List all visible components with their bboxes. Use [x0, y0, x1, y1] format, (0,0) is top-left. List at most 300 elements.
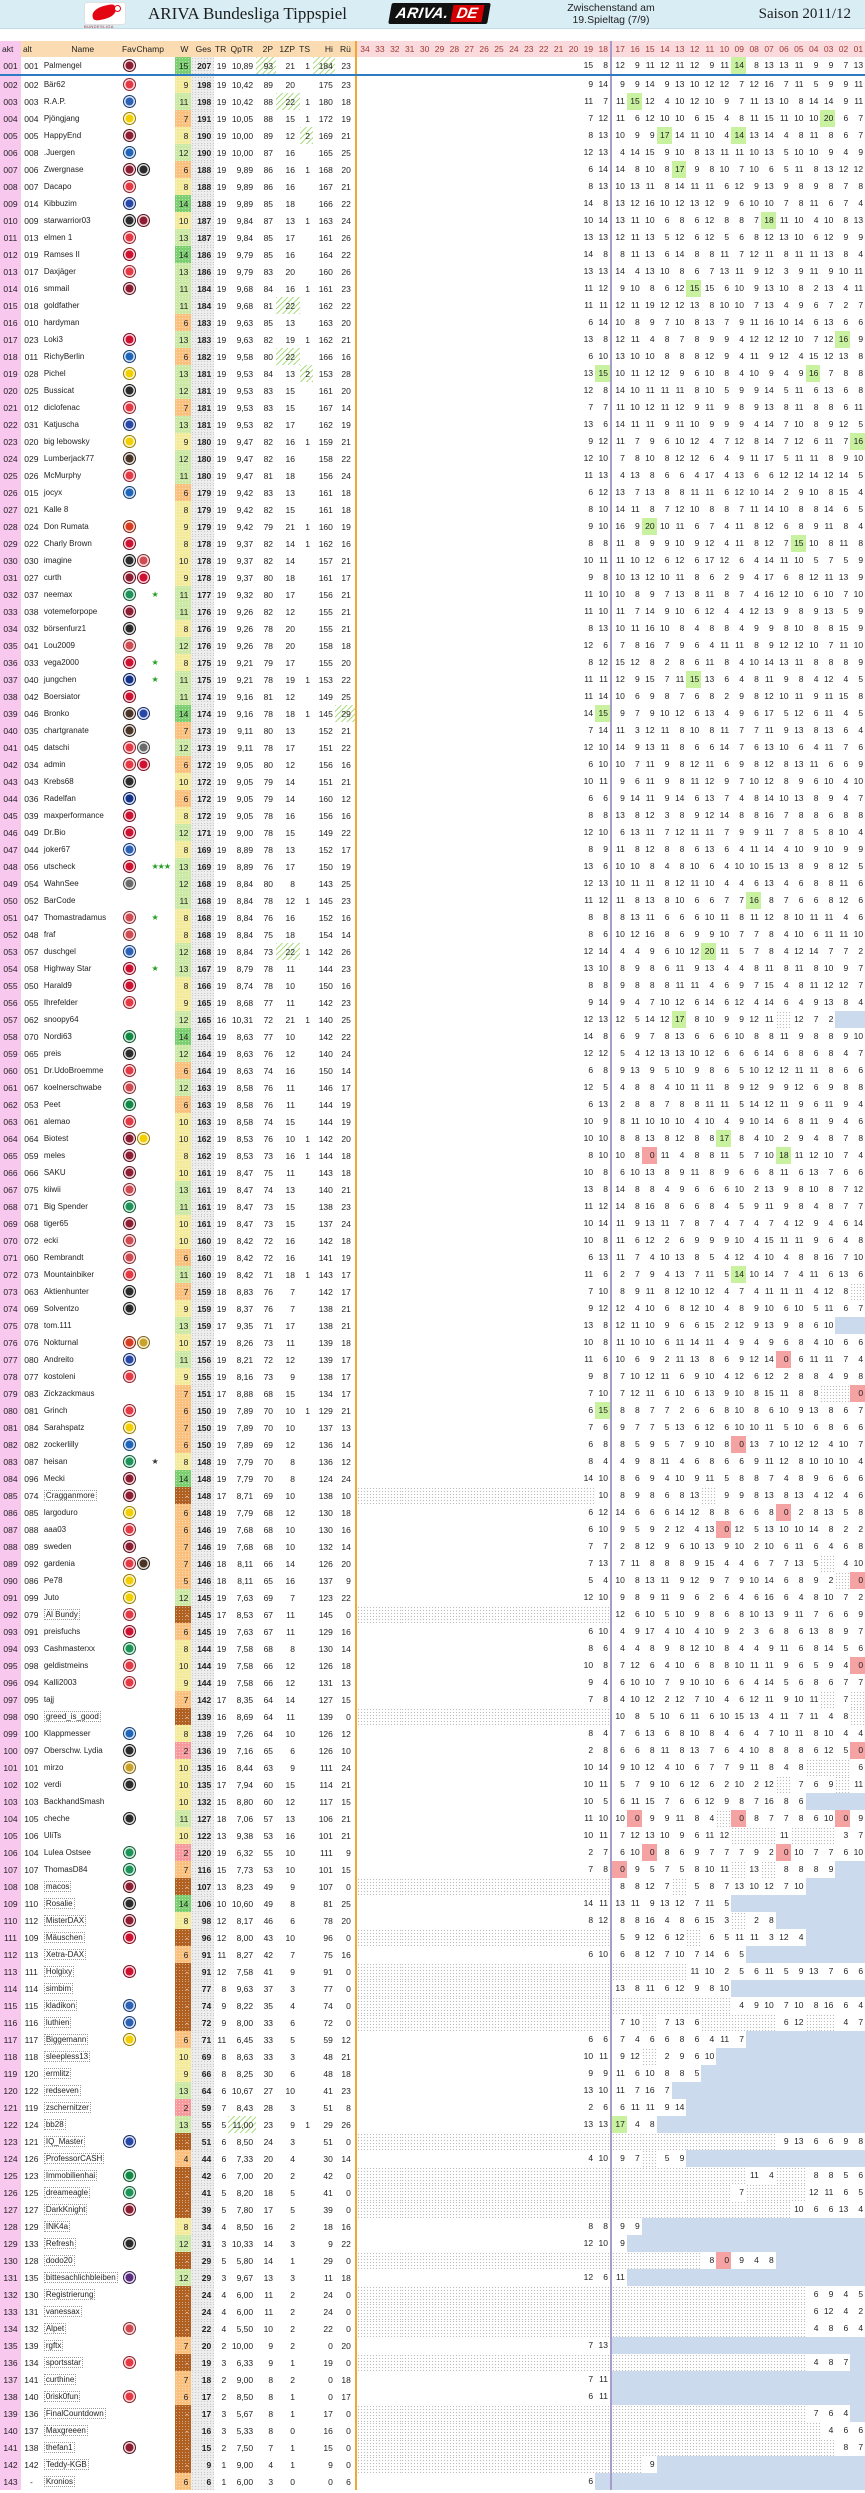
- player-name-cell: [42, 416, 122, 433]
- matchday-score: 13: [808, 1626, 819, 1636]
- matchday-score: [431, 1266, 446, 1283]
- rank-current: 083: [0, 1453, 21, 1470]
- player-name[interactable]: aaa03: [43, 1525, 67, 1534]
- matchday-score: 8: [649, 657, 655, 667]
- player-name[interactable]: jocyx: [43, 488, 63, 497]
- bonus-point-count: 12: [285, 1354, 295, 1365]
- player-name[interactable]: Ihrefelder: [43, 998, 78, 1007]
- weekly-points: 12: [175, 1011, 191, 1028]
- matchday-score: 12: [660, 300, 670, 310]
- matchday-score: [565, 229, 580, 246]
- matchday-score: [401, 705, 416, 722]
- rank-previous: 025: [24, 385, 39, 396]
- player-name[interactable]: meles: [43, 1151, 66, 1160]
- player-name[interactable]: tom.111: [43, 1321, 72, 1330]
- matchday-score: 12: [764, 266, 774, 276]
- weekly-points: 9: [175, 518, 191, 535]
- matchday-score: 10: [779, 742, 789, 752]
- player-name[interactable]: HappyEnd: [43, 131, 82, 140]
- matchday-score: [521, 722, 536, 739]
- matchday-score: [521, 144, 536, 161]
- player-name[interactable]: Dr.UdoBroemme: [43, 1066, 104, 1075]
- player-name[interactable]: börsenfurz1: [43, 624, 87, 633]
- matchday-score: 11: [584, 674, 594, 684]
- player-name[interactable]: koelnerschwabe: [43, 1083, 102, 1092]
- matchday-score: [461, 57, 476, 74]
- matchday-score: 10: [630, 555, 640, 565]
- first-half-points: 145: [318, 895, 333, 906]
- player-name[interactable]: Lumberjack77: [43, 454, 95, 463]
- rank-current: 007: [0, 161, 21, 178]
- matchday-score: 4: [858, 1456, 864, 1466]
- matchday-score: [550, 994, 565, 1011]
- table-row: [0, 1555, 865, 1572]
- matchday-score: 8: [783, 1490, 789, 1500]
- table-row: [0, 1232, 865, 1249]
- player-name[interactable]: largoduro: [43, 1508, 78, 1517]
- matchday-scores: [355, 1266, 865, 1283]
- player-name[interactable]: R.A.P.: [43, 97, 66, 106]
- player-name[interactable]: kiiwii: [43, 1185, 61, 1194]
- matchday-score: [372, 1164, 387, 1181]
- player-name[interactable]: jungchen: [43, 675, 77, 684]
- player-name[interactable]: Don Rumata: [43, 522, 89, 531]
- first-half-points: 162: [318, 300, 333, 311]
- matchday-score: [401, 1198, 416, 1215]
- weekly-points: 8: [175, 501, 191, 518]
- matchday-score: [387, 603, 402, 620]
- matchday-score: 11: [809, 759, 819, 769]
- player-name[interactable]: Andreito: [43, 1355, 74, 1364]
- matchday-score: [506, 450, 521, 467]
- matchday-score: 13: [645, 249, 655, 259]
- matchday-score: 7: [813, 1609, 819, 1619]
- header-qptr: QpTR: [230, 44, 254, 54]
- player-name[interactable]: RichyBerlin: [43, 352, 85, 361]
- matchday-score: 12: [794, 1439, 804, 1449]
- matchday-score: [506, 1589, 521, 1606]
- player-name[interactable]: kostoleni: [43, 1372, 76, 1381]
- player-name[interactable]: Loki3: [43, 335, 63, 344]
- matchday-score: 14: [610, 501, 627, 518]
- player-name[interactable]: Cragganmore: [45, 1491, 95, 1500]
- first-half-points: 162: [318, 419, 333, 430]
- standing-line2: 19.Spieltag (7/9): [572, 14, 650, 26]
- matchday-scores: [355, 1572, 865, 1589]
- header-1zp: 1ZP: [279, 44, 295, 54]
- matchday-score: [550, 977, 565, 994]
- player-name[interactable]: Bronko: [43, 709, 70, 718]
- matchday-score: [416, 1572, 431, 1589]
- player-name[interactable]: Ramses II: [43, 250, 80, 259]
- matchday-score: 9: [783, 1320, 789, 1330]
- total-points: 183: [191, 331, 214, 348]
- champ-cell: [137, 773, 152, 790]
- player-name[interactable]: zockerlilly: [43, 1440, 79, 1449]
- first-half-points: 184: [313, 57, 335, 74]
- player-name[interactable]: Rembrandt: [43, 1253, 84, 1262]
- bonus-point-count: 16: [285, 453, 295, 464]
- player-name[interactable]: Peet: [43, 1100, 61, 1109]
- first-half-points: 144: [318, 1150, 333, 1161]
- matchday-score: 8: [813, 1388, 819, 1398]
- matchday-score: 10: [808, 1456, 819, 1466]
- matchday-score: 7: [588, 1541, 594, 1551]
- matchday-score: 4: [739, 334, 744, 344]
- matchday-score: 11: [705, 657, 715, 667]
- player-name[interactable]: Katjuscha: [43, 420, 79, 429]
- matchday-score: 11: [660, 1218, 670, 1228]
- matchday-score: 12: [674, 453, 685, 463]
- rounds-played: 19: [216, 572, 227, 583]
- matchday-score: [521, 161, 536, 178]
- matchday-score: 5: [858, 470, 864, 480]
- player-name[interactable]: Thomastradamus: [43, 913, 107, 922]
- matchday-score: [521, 909, 536, 926]
- matchday-score: 13: [853, 60, 864, 70]
- player-name[interactable]: Radelfan: [43, 794, 76, 803]
- matchday-score: [431, 1572, 446, 1589]
- top-score-count: [300, 739, 313, 756]
- matchday-score: [491, 76, 506, 93]
- matchday-score: [357, 76, 372, 93]
- matchday-score: 10: [794, 147, 804, 157]
- rank-previous: 023: [24, 334, 39, 345]
- matchday-score: 4: [724, 708, 730, 718]
- matchday-score: 14: [764, 487, 774, 497]
- player-name-cell: [42, 399, 122, 416]
- player-name[interactable]: gardenia: [43, 1559, 75, 1568]
- matchday-score: 10: [734, 1184, 744, 1194]
- player-name[interactable]: Bussicat: [43, 386, 75, 395]
- matchday-score: [550, 57, 565, 74]
- matchday-score: 17: [704, 555, 715, 565]
- matchday-score: 7: [664, 640, 670, 650]
- player-name[interactable]: heisan: [43, 1457, 68, 1466]
- player-name-cell: [42, 1589, 122, 1606]
- matchday-score: 4: [783, 300, 789, 310]
- player-name[interactable]: .Juergen: [43, 148, 75, 157]
- matchday-score: 4: [724, 1252, 730, 1262]
- matchday-score: [387, 1266, 402, 1283]
- matchday-score: [416, 110, 431, 127]
- matchday-score: 10: [764, 1150, 774, 1160]
- matchday-score: [372, 1266, 387, 1283]
- player-name[interactable]: utscheck: [43, 862, 76, 871]
- matchday-score: 7: [843, 1201, 849, 1211]
- avg-per-round: 9,53: [236, 368, 254, 379]
- matchday-score: 4: [724, 1371, 730, 1381]
- champ-cell: [137, 1232, 152, 1249]
- matchday-score: [431, 1623, 446, 1640]
- champ-cell: [137, 1589, 152, 1606]
- player-name[interactable]: Lou2009: [43, 641, 75, 650]
- player-name[interactable]: Biotest: [43, 1134, 69, 1143]
- matchday-score: [536, 399, 551, 416]
- matchday-score: 8: [754, 1490, 759, 1500]
- player-name[interactable]: Nokturnal: [43, 1338, 79, 1347]
- player-name[interactable]: ecki: [43, 1236, 59, 1245]
- matchday-score: [431, 671, 446, 688]
- fav-cell: [122, 1504, 137, 1521]
- fav-club-badge-icon: [123, 1591, 136, 1604]
- star-rating: [151, 1487, 175, 1504]
- matchday-score: 13: [823, 385, 834, 395]
- matchday-score: [401, 960, 416, 977]
- matchday-score: [476, 1317, 491, 1334]
- player-name[interactable]: hardyman: [43, 318, 80, 327]
- player-name[interactable]: joker67: [43, 845, 71, 854]
- star-rating: [151, 756, 175, 773]
- champ-cell: [137, 212, 152, 229]
- player-name[interactable]: imagine: [43, 556, 72, 565]
- matchday-score: [446, 1096, 461, 1113]
- player-name[interactable]: starwarrior03: [43, 216, 91, 225]
- player-name[interactable]: BarCode: [43, 896, 76, 905]
- matchday-score: 9: [739, 759, 744, 769]
- player-name[interactable]: duschgel: [43, 947, 76, 956]
- matchday-score: 9: [694, 1558, 700, 1568]
- player-name[interactable]: Pichel: [43, 369, 66, 378]
- matchday-score: 10: [583, 555, 594, 565]
- matchday-score: 11: [720, 725, 730, 735]
- player-name[interactable]: Daxjäger: [43, 267, 76, 276]
- player-name[interactable]: Grinch: [43, 1406, 68, 1415]
- player-name[interactable]: Juto: [43, 1593, 59, 1602]
- matchday-score: [387, 76, 402, 93]
- matchday-score: [387, 229, 402, 246]
- matchday-score: 14: [645, 79, 655, 89]
- matchday-score: [416, 535, 431, 552]
- matchday-score: [431, 1164, 446, 1181]
- matchday-score: [550, 484, 565, 501]
- matchday-score: 11: [690, 487, 700, 497]
- player-name[interactable]: sweden: [43, 1542, 72, 1551]
- player-name[interactable]: curth: [43, 573, 62, 582]
- rank-previous: 009: [24, 215, 39, 226]
- matchday-score: [491, 688, 506, 705]
- player-name[interactable]: Zwergnase: [43, 165, 84, 174]
- matchday-score: [387, 892, 402, 909]
- matchday-score: [491, 705, 506, 722]
- matchday-score: [536, 382, 551, 399]
- player-name[interactable]: SAKU: [43, 1168, 66, 1177]
- player-name[interactable]: Pjöngjang: [43, 114, 80, 123]
- matchday-score: 7: [754, 725, 759, 735]
- player-name[interactable]: WahnSee: [43, 879, 79, 888]
- player-name[interactable]: Highway Star: [43, 964, 92, 973]
- matchday-score: [476, 93, 491, 110]
- matchday-score: [461, 943, 476, 960]
- matchday-score: 6: [843, 1303, 849, 1313]
- matchday-score: 12: [674, 402, 685, 412]
- fav-club-badge-icon: [123, 622, 136, 635]
- matchday-score: 4: [754, 1235, 759, 1245]
- first-half-points: 152: [318, 912, 333, 923]
- player-name[interactable]: datschi: [43, 743, 70, 752]
- matchday-score: [506, 1334, 521, 1351]
- player-name[interactable]: Aktienhunter: [43, 1287, 89, 1296]
- two-point-count: 85: [263, 232, 274, 243]
- player-name[interactable]: Dr.Bio: [43, 828, 66, 837]
- player-name-cell: [42, 926, 122, 943]
- rank-current: 032: [0, 586, 21, 603]
- matchday-score: 6: [588, 1507, 594, 1517]
- matchday-score: 2: [724, 572, 730, 582]
- matchday-scores: [355, 858, 865, 875]
- matchday-score: 6: [813, 589, 819, 599]
- matchday-score: 10: [823, 963, 834, 973]
- player-name[interactable]: Krebs68: [43, 777, 74, 786]
- star-rating: [151, 1521, 175, 1538]
- matchday-score: [401, 943, 416, 960]
- matchday-score: [491, 858, 506, 875]
- player-name[interactable]: preis: [43, 1049, 62, 1058]
- player-name[interactable]: Nordi63: [43, 1032, 72, 1041]
- top-score-count: [300, 1538, 313, 1555]
- matchday-score: [491, 1113, 506, 1130]
- champ-cell: [137, 1266, 152, 1283]
- player-name[interactable]: Kibbuzim: [43, 199, 77, 208]
- matchday-score: 8: [610, 1130, 627, 1147]
- player-name[interactable]: goldfather: [43, 301, 80, 310]
- matchday-score: [550, 637, 565, 654]
- player-name[interactable]: diclofenac: [43, 403, 80, 412]
- matchday-score: [536, 1011, 551, 1028]
- player-name[interactable]: Harald9: [43, 981, 72, 990]
- player-name[interactable]: Mountainbiker: [43, 1270, 95, 1279]
- player-name[interactable]: Kalle 8: [43, 505, 69, 514]
- player-name[interactable]: neemax: [43, 590, 73, 599]
- matchday-score: [372, 535, 387, 552]
- rank-previous: 099: [24, 1592, 39, 1603]
- star-rating: [151, 212, 175, 229]
- player-name[interactable]: Charly Brown: [43, 539, 92, 548]
- matchday-score: [372, 1385, 387, 1402]
- player-name[interactable]: preisfuchs: [43, 1627, 81, 1636]
- matchday-score: [521, 654, 536, 671]
- player-name-cell: [42, 858, 122, 875]
- matchday-score: [401, 1283, 416, 1300]
- matchday-score: 5: [813, 79, 819, 89]
- matchday-score: 10: [764, 1541, 774, 1551]
- second-half-points: 14: [341, 402, 351, 413]
- matchday-score: 4: [813, 742, 819, 752]
- matchday-score: [565, 399, 580, 416]
- matchday-score: [521, 76, 536, 93]
- player-name[interactable]: Sarahspatz: [43, 1423, 85, 1432]
- champ-cell: [137, 1164, 152, 1181]
- matchday-score: 10: [610, 365, 627, 382]
- matchday-score: 9: [679, 640, 685, 650]
- matchday-score: 11: [705, 1473, 715, 1483]
- table-row: [0, 1300, 865, 1317]
- player-name[interactable]: votemeforpope: [43, 607, 98, 616]
- player-name[interactable]: Al Bundy: [45, 1610, 78, 1619]
- matchday-score: 9: [843, 844, 849, 854]
- matchday-score: 11: [705, 759, 715, 769]
- player-name[interactable]: chartgranate: [43, 726, 89, 735]
- matchday-score: [491, 1487, 506, 1504]
- first-half-points: 162: [318, 538, 333, 549]
- matchday-score: [401, 195, 416, 212]
- matchday-score: [357, 467, 372, 484]
- player-name[interactable]: Palmengel: [43, 61, 82, 70]
- star-rating: [151, 331, 175, 348]
- player-name[interactable]: McMurphy: [43, 471, 82, 480]
- matchday-score: 8: [635, 1405, 640, 1415]
- matchday-score: 11: [735, 640, 744, 650]
- bonus-point-count: 21: [285, 521, 295, 532]
- player-name[interactable]: Mecki: [43, 1474, 65, 1483]
- player-name[interactable]: Boersiator: [43, 692, 81, 701]
- matchday-score: [416, 1028, 431, 1045]
- player-name[interactable]: alemao: [43, 1117, 71, 1126]
- matchday-score: [491, 1062, 506, 1079]
- player-name[interactable]: big lebowsky: [43, 437, 90, 446]
- player-name[interactable]: elmen 1: [43, 233, 73, 242]
- matchday-score: 14: [610, 161, 627, 178]
- matchday-score: [446, 1300, 461, 1317]
- matchday-score: [446, 382, 461, 399]
- player-name[interactable]: Zickzackmaus: [43, 1389, 95, 1398]
- matchday-score: [416, 1623, 431, 1640]
- two-point-count: 88: [263, 96, 274, 107]
- matchday-score: 11: [720, 912, 730, 922]
- matchday-score: 11: [660, 1150, 670, 1160]
- matchday-score: 6: [739, 1507, 744, 1517]
- matchday-score: 6: [858, 1065, 864, 1075]
- matchday-score: 9: [739, 1575, 744, 1585]
- matchday-score: 8: [843, 1082, 849, 1092]
- player-name[interactable]: Bär62: [43, 80, 66, 89]
- matchday-score: [565, 314, 580, 331]
- matchday-score: 8: [813, 810, 819, 820]
- matchday-score: [446, 501, 461, 518]
- matchday-score: [536, 1164, 551, 1181]
- matchday-score: 8: [649, 1456, 655, 1466]
- avg-per-round: 7,63: [236, 1626, 254, 1637]
- player-name[interactable]: admin: [43, 760, 66, 769]
- player-name[interactable]: fraf: [43, 930, 56, 939]
- player-name[interactable]: tiger65: [43, 1219, 69, 1228]
- player-name[interactable]: smmail: [43, 284, 70, 293]
- matchday-score: 10: [853, 929, 864, 939]
- matchday-score: [446, 1283, 461, 1300]
- player-name-cell: [42, 348, 122, 365]
- rank-current: 062: [0, 1096, 21, 1113]
- player-name[interactable]: vega2000: [43, 658, 79, 667]
- bonus-point-count: 22: [276, 943, 300, 960]
- player-name[interactable]: snoopy64: [43, 1015, 79, 1024]
- matchday-score: 14: [689, 1337, 700, 1347]
- player-name[interactable]: Big Spender: [43, 1202, 88, 1211]
- player-name[interactable]: Solventzo: [43, 1304, 79, 1313]
- player-name[interactable]: Pe78: [43, 1576, 63, 1585]
- bonus-point-count: 8: [290, 878, 295, 889]
- fav-cell: [122, 1011, 137, 1028]
- champ-cell: [137, 892, 152, 909]
- player-name[interactable]: maxperformance: [43, 811, 104, 820]
- bonus-point-count: 11: [286, 1082, 295, 1093]
- player-name[interactable]: Dacapo: [43, 182, 72, 191]
- matchday-score: 6: [603, 1269, 608, 1279]
- matchday-score: 11: [660, 1592, 670, 1602]
- matchday-score: [431, 144, 446, 161]
- table-row: [0, 280, 865, 297]
- matchday-score: [357, 994, 372, 1011]
- two-point-count: 86: [263, 164, 274, 175]
